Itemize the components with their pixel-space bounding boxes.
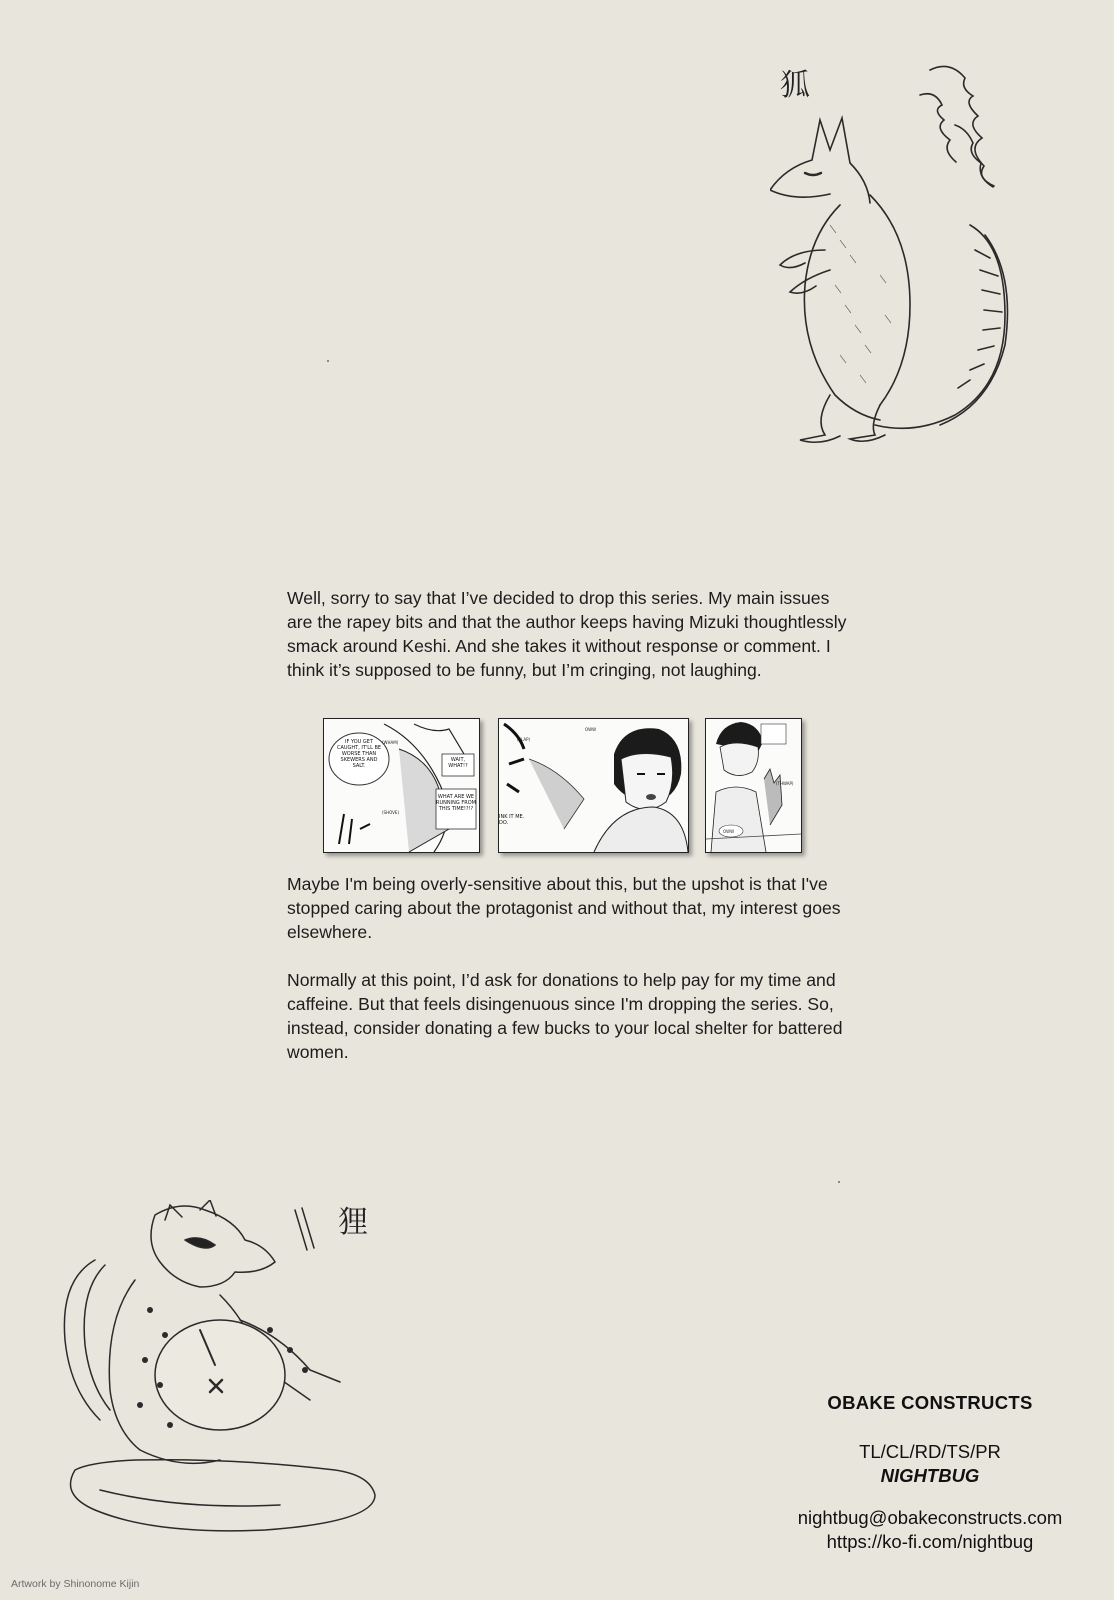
tanuki-calligraphy-label: 狸: [338, 1205, 368, 1240]
sound-effect: (THWAP): [776, 781, 794, 786]
note-paragraph-1: Well, sorry to say that I’ve decided to drop this series. My main issues are the rapey bits and that the author keeps having Mizuki thoughtlessly smack around Keshi. And she takes it without response or comment. I think it’s supposed to be funny, but I’m cringing, not laughing.: [287, 588, 847, 680]
staff-roles: TL/CL/RD/TS/PR: [859, 1441, 1001, 1462]
contact-email[interactable]: nightbug@obakeconstructs.com: [797, 1507, 1063, 1528]
art-credit: Artwork by Shinonome Kijin: [11, 1578, 140, 1590]
speech-bubble-text: IF YOU GET CAUGHT, IT'LL BE WORSE THAN SKEWERS AND SALT.: [336, 739, 382, 769]
speech-bubble-text: WAIT, WHAT!?: [448, 757, 468, 769]
staff-name: NIGHTBUG: [880, 1465, 980, 1486]
manga-panel-2: [498, 718, 689, 853]
kofi-link[interactable]: https://ko-fi.com/nightbug: [826, 1531, 1034, 1552]
speech-bubble-text: WHAT ARE WE RUNNING FROM THIS TIME!?!?: [436, 794, 476, 812]
paper-speck: [838, 1181, 840, 1183]
sound-effect: (WHAM): [382, 740, 399, 745]
fox-calligraphy-label: 狐: [780, 68, 810, 103]
tanuki-illustration: [40, 1200, 400, 1540]
sound-effect: OWW: [585, 727, 597, 732]
speech-bubble-text: INK IT ME. DO.: [499, 814, 525, 826]
note-paragraph-3: Normally at this point, I’d ask for donations to help pay for my time and caffeine. But that feels disingenuous since I'm dropping the series. So, instead, consider donating a few bucks to your local shelter for battered women.: [287, 970, 843, 1062]
note-paragraph-2: Maybe I'm being overly-sensitive about this, but the upshot is that I've stopped caring about the protagonist and without that, my interest goes elsewhere.: [287, 874, 841, 942]
group-name: OBAKE CONSTRUCTS: [827, 1392, 1033, 1413]
sound-effect: (SHOVE): [382, 810, 400, 815]
sound-effect: OWW: [723, 829, 735, 834]
manga-panel-1: [323, 718, 480, 853]
sound-effect: (SLAP): [517, 737, 531, 742]
manga-panel-3: [705, 718, 802, 853]
paper-speck: [327, 360, 329, 362]
fox-illustration: [770, 55, 1070, 455]
